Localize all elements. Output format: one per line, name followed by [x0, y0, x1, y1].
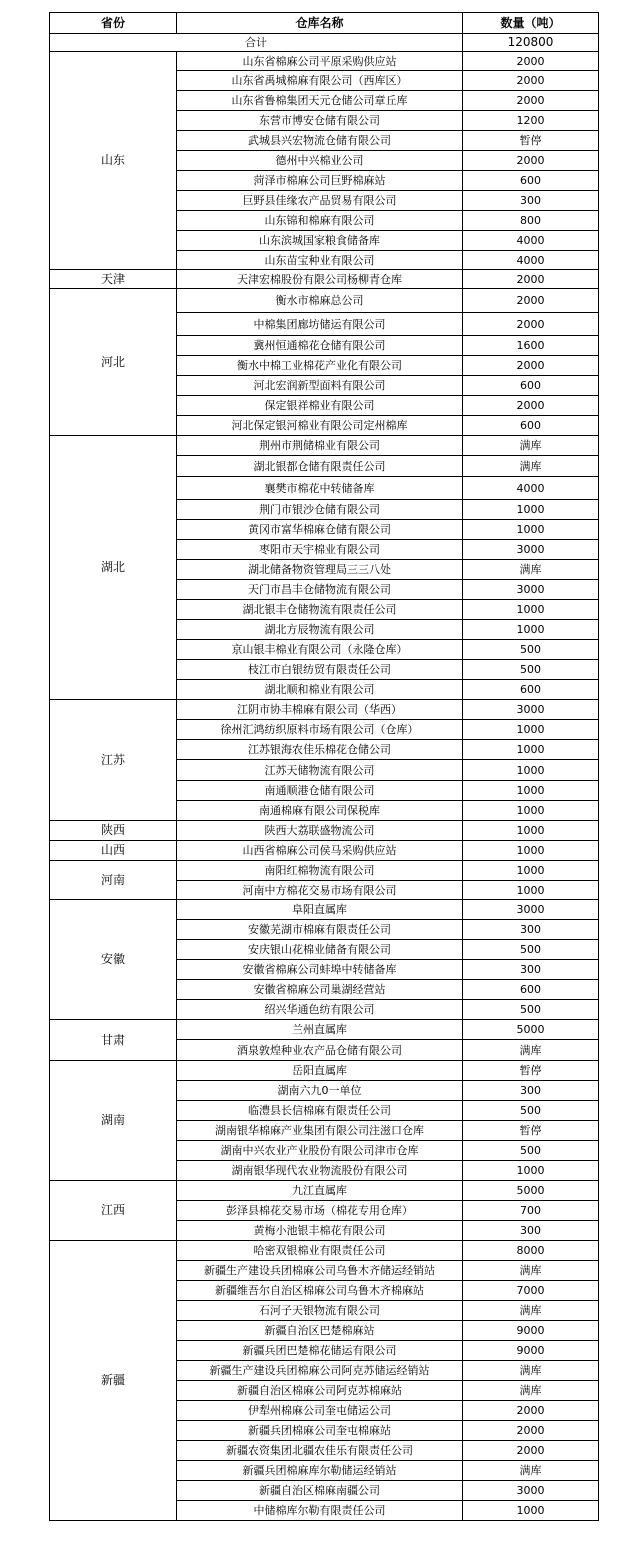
total-row [50, 34, 599, 52]
quantity-cell: 1000 [463, 1161, 599, 1181]
quantity-cell: 600 [463, 980, 599, 1000]
province-cell: 甘肃 [50, 1020, 177, 1061]
warehouse-name-cell: 伊犁州棉麻公司奎屯储运公司 [177, 1401, 463, 1421]
quantity-cell: 1000 [463, 821, 599, 841]
warehouse-name-cell: 湖南银华现代农业物流股份有限公司 [177, 1161, 463, 1181]
quantity-cell: 2000 [463, 270, 599, 289]
province-cell: 江西 [50, 1181, 177, 1241]
warehouse-name-cell: 湖南中兴农业产业股份有限公司津市仓库 [177, 1141, 463, 1161]
warehouse-name-cell: 江阴市协丰棉麻有限公司（华西） [177, 700, 463, 720]
warehouse-name-cell: 山东省鲁棉集团天元仓储公司章丘库 [177, 91, 463, 111]
quantity-cell: 5000 [463, 1181, 599, 1201]
quantity-cell: 500 [463, 1141, 599, 1161]
warehouse-name-cell: 酒泉敦煌种业农产品仓储有限公司 [177, 1040, 463, 1061]
warehouse-name-cell: 德州中兴棉业公司 [177, 151, 463, 171]
quantity-cell: 满库 [463, 456, 599, 477]
warehouse-name-cell: 菏泽市棉麻公司巨野棉麻站 [177, 171, 463, 191]
table-row [50, 1061, 599, 1081]
quantity-cell: 1000 [463, 740, 599, 760]
warehouse-name-cell: 武城县兴宏物流仓储有限公司 [177, 131, 463, 151]
warehouse-name-cell: 湖北银丰仓储物流有限责任公司 [177, 600, 463, 620]
table-row [50, 1241, 599, 1261]
warehouse-name-cell: 湖北储备物资管理局三三八处 [177, 560, 463, 580]
quantity-cell: 9000 [463, 1321, 599, 1341]
warehouse-name-cell: 枝江市白银纺贸有限责任公司 [177, 660, 463, 680]
quantity-cell: 暂停 [463, 1121, 599, 1141]
quantity-cell: 1000 [463, 500, 599, 520]
quantity-cell: 700 [463, 1201, 599, 1221]
quantity-cell: 500 [463, 640, 599, 660]
warehouse-name-cell: 江苏天储物流有限公司 [177, 760, 463, 781]
quantity-cell: 500 [463, 1101, 599, 1121]
quantity-cell: 2000 [463, 289, 599, 313]
header-quantity: 数量（吨） [463, 13, 599, 34]
warehouse-name-cell: 彭泽县棉花交易市场（棉花专用仓库） [177, 1201, 463, 1221]
warehouse-name-cell: 中棉集团廊坊储运有限公司 [177, 313, 463, 336]
warehouse-name-cell: 湖南银华棉麻产业集团有限公司注滋口仓库 [177, 1121, 463, 1141]
warehouse-name-cell: 湖北方辰物流有限公司 [177, 620, 463, 640]
warehouse-name-cell: 新疆维吾尔自治区棉麻公司乌鲁木齐棉麻站 [177, 1281, 463, 1301]
quantity-cell: 8000 [463, 1241, 599, 1261]
quantity-cell: 500 [463, 940, 599, 960]
table-row [50, 289, 599, 313]
quantity-cell: 1000 [463, 720, 599, 740]
warehouse-name-cell: 岳阳直属库 [177, 1061, 463, 1081]
warehouse-name-cell: 陕西大荔联盛物流公司 [177, 821, 463, 841]
quantity-cell: 800 [463, 211, 599, 231]
quantity-cell: 1000 [463, 600, 599, 620]
table-row [50, 1181, 599, 1201]
warehouse-name-cell: 安徽省棉麻公司蚌埠中转储备库 [177, 960, 463, 980]
warehouse-name-cell: 临澧县长信棉麻有限责任公司 [177, 1101, 463, 1121]
warehouse-name-cell: 南阳红棉物流有限公司 [177, 861, 463, 881]
table-row [50, 821, 599, 841]
warehouse-name-cell: 安徽省棉麻公司巢湖经营站 [177, 980, 463, 1000]
warehouse-name-cell: 京山银丰棉业有限公司（永隆仓库） [177, 640, 463, 660]
header-warehouse: 仓库名称 [177, 13, 463, 34]
province-cell: 湖北 [50, 436, 177, 700]
quantity-cell: 2000 [463, 52, 599, 71]
quantity-cell: 7000 [463, 1281, 599, 1301]
warehouse-name-cell: 徐州汇鸿纺织原料市场有限公司（仓库） [177, 720, 463, 740]
quantity-cell: 9000 [463, 1341, 599, 1361]
table-row [50, 52, 599, 71]
quantity-cell: 1000 [463, 861, 599, 881]
warehouse-name-cell: 河南中方棉花交易市场有限公司 [177, 881, 463, 900]
warehouse-name-cell: 山东省棉麻公司平原采购供应站 [177, 52, 463, 71]
warehouse-name-cell: 中储棉库尔勒有限责任公司 [177, 1501, 463, 1521]
quantity-cell: 1000 [463, 781, 599, 801]
warehouse-table-container [49, 12, 598, 1521]
warehouse-name-cell: 荆州市荆储棉业有限公司 [177, 436, 463, 456]
warehouse-name-cell: 襄樊市棉花中转储备库 [177, 477, 463, 500]
quantity-cell: 2000 [463, 356, 599, 376]
quantity-cell: 2000 [463, 71, 599, 91]
warehouse-name-cell: 荆门市银沙仓储有限公司 [177, 500, 463, 520]
province-cell: 陕西 [50, 821, 177, 841]
quantity-cell: 600 [463, 680, 599, 700]
warehouse-name-cell: 天津宏棉股份有限公司杨柳青仓库 [177, 270, 463, 289]
quantity-cell: 3000 [463, 1481, 599, 1501]
warehouse-name-cell: 山东省禹城棉麻有限公司（西库区） [177, 71, 463, 91]
warehouse-name-cell: 阜阳直属库 [177, 900, 463, 920]
warehouse-name-cell: 枣阳市天宇棉业有限公司 [177, 540, 463, 560]
province-cell: 河南 [50, 861, 177, 900]
quantity-cell: 暂停 [463, 131, 599, 151]
warehouse-name-cell: 南通棉麻有限公司保税库 [177, 801, 463, 821]
warehouse-name-cell: 新疆兵团棉麻库尔勒储运经销站 [177, 1461, 463, 1481]
quantity-cell: 2000 [463, 396, 599, 416]
warehouse-name-cell: 安庆银山花棉业储备有限公司 [177, 940, 463, 960]
warehouse-name-cell: 黄梅小池银丰棉花有限公司 [177, 1221, 463, 1241]
quantity-cell: 1000 [463, 520, 599, 540]
warehouse-name-cell: 绍兴华通色纺有限公司 [177, 1000, 463, 1020]
quantity-cell: 满库 [463, 560, 599, 580]
quantity-cell: 1000 [463, 620, 599, 640]
province-cell: 江苏 [50, 700, 177, 821]
quantity-cell: 3000 [463, 700, 599, 720]
quantity-cell: 3000 [463, 540, 599, 560]
quantity-cell: 满库 [463, 1361, 599, 1381]
warehouse-name-cell: 石河子天银物流有限公司 [177, 1301, 463, 1321]
province-cell: 湖南 [50, 1061, 177, 1181]
warehouse-name-cell: 湖南六九0一单位 [177, 1081, 463, 1101]
quantity-cell: 2000 [463, 1421, 599, 1441]
province-cell: 新疆 [50, 1241, 177, 1521]
total-label: 合计 [50, 34, 463, 52]
warehouse-name-cell: 新疆自治区棉麻公司阿克苏棉麻站 [177, 1381, 463, 1401]
warehouse-name-cell: 新疆自治区棉麻南疆公司 [177, 1481, 463, 1501]
warehouse-name-cell: 南通顺港仓储有限公司 [177, 781, 463, 801]
quantity-cell: 满库 [463, 1040, 599, 1061]
quantity-cell: 1000 [463, 801, 599, 821]
quantity-cell: 满库 [463, 436, 599, 456]
warehouse-name-cell: 新疆兵团巴楚棉花储运有限公司 [177, 1341, 463, 1361]
table-row [50, 861, 599, 881]
quantity-cell: 满库 [463, 1461, 599, 1481]
quantity-cell: 600 [463, 376, 599, 396]
table-row [50, 900, 599, 920]
warehouse-name-cell: 保定银祥棉业有限公司 [177, 396, 463, 416]
warehouse-name-cell: 九江直属库 [177, 1181, 463, 1201]
warehouse-name-cell: 湖北银都仓储有限责任公司 [177, 456, 463, 477]
warehouse-name-cell: 新疆生产建设兵团棉麻公司阿克苏储运经销站 [177, 1361, 463, 1381]
warehouse-name-cell: 河北宏润新型面料有限公司 [177, 376, 463, 396]
warehouse-name-cell: 山西省棉麻公司侯马采购供应站 [177, 841, 463, 861]
quantity-cell: 500 [463, 660, 599, 680]
header-province: 省份 [50, 13, 177, 34]
quantity-cell: 1000 [463, 1501, 599, 1521]
table-row [50, 1020, 599, 1040]
warehouse-name-cell: 哈密双银棉业有限责任公司 [177, 1241, 463, 1261]
table-row [50, 270, 599, 289]
warehouse-name-cell: 湖北顺和棉业有限公司 [177, 680, 463, 700]
quantity-cell: 300 [463, 920, 599, 940]
quantity-cell: 暂停 [463, 1061, 599, 1081]
warehouse-name-cell: 山东滨城国家粮食储备库 [177, 231, 463, 251]
quantity-cell: 1200 [463, 111, 599, 131]
province-cell: 天津 [50, 270, 177, 289]
quantity-cell: 2000 [463, 91, 599, 111]
warehouse-name-cell: 新疆农资集团北疆农佳乐有限责任公司 [177, 1441, 463, 1461]
quantity-cell: 1000 [463, 841, 599, 861]
table-row [50, 841, 599, 861]
province-cell: 安徽 [50, 900, 177, 1020]
warehouse-table [49, 12, 599, 1521]
quantity-cell: 300 [463, 960, 599, 980]
warehouse-name-cell: 山东锦和棉麻有限公司 [177, 211, 463, 231]
quantity-cell: 2000 [463, 313, 599, 336]
quantity-cell: 1600 [463, 336, 599, 356]
quantity-cell: 500 [463, 1000, 599, 1020]
quantity-cell: 5000 [463, 1020, 599, 1040]
quantity-cell: 2000 [463, 151, 599, 171]
quantity-cell: 300 [463, 191, 599, 211]
quantity-cell: 2000 [463, 1401, 599, 1421]
warehouse-name-cell: 新疆自治区巴楚棉麻站 [177, 1321, 463, 1341]
warehouse-name-cell: 衡水中棉工业棉花产业化有限公司 [177, 356, 463, 376]
quantity-cell: 300 [463, 1081, 599, 1101]
table-row [50, 436, 599, 456]
warehouse-name-cell: 东营市博安仓储有限公司 [177, 111, 463, 131]
warehouse-name-cell: 河北保定银河棉业有限公司定州棉库 [177, 416, 463, 436]
quantity-cell: 满库 [463, 1381, 599, 1401]
warehouse-name-cell: 冀州恒通棉花仓储有限公司 [177, 336, 463, 356]
quantity-cell: 2000 [463, 1441, 599, 1461]
table-body [50, 52, 599, 1521]
quantity-cell: 600 [463, 171, 599, 191]
quantity-cell: 1000 [463, 881, 599, 900]
quantity-cell: 300 [463, 1221, 599, 1241]
quantity-cell: 4000 [463, 477, 599, 500]
province-cell: 山东 [50, 52, 177, 270]
warehouse-name-cell: 新疆兵团棉麻公司奎屯棉麻站 [177, 1421, 463, 1441]
quantity-cell: 1000 [463, 760, 599, 781]
quantity-cell: 3000 [463, 900, 599, 920]
warehouse-name-cell: 黄冈市富华棉麻仓储有限公司 [177, 520, 463, 540]
warehouse-name-cell: 新疆生产建设兵团棉麻公司乌鲁木齐储运经销站 [177, 1261, 463, 1281]
warehouse-name-cell: 兰州直属库 [177, 1020, 463, 1040]
quantity-cell: 4000 [463, 231, 599, 251]
quantity-cell: 600 [463, 416, 599, 436]
province-cell: 山西 [50, 841, 177, 861]
warehouse-name-cell: 江苏银海农佳乐棉花仓储公司 [177, 740, 463, 760]
warehouse-name-cell: 山东苗宝种业有限公司 [177, 251, 463, 270]
quantity-cell: 4000 [463, 251, 599, 270]
total-value: 120800 [463, 34, 599, 52]
table-row [50, 700, 599, 720]
quantity-cell: 满库 [463, 1261, 599, 1281]
header-row [50, 13, 599, 34]
warehouse-name-cell: 安徽芜湖市棉麻有限责任公司 [177, 920, 463, 940]
warehouse-name-cell: 天门市昌丰仓储物流有限公司 [177, 580, 463, 600]
province-cell: 河北 [50, 289, 177, 436]
quantity-cell: 满库 [463, 1301, 599, 1321]
warehouse-name-cell: 巨野县佳缘农产品贸易有限公司 [177, 191, 463, 211]
quantity-cell: 3000 [463, 580, 599, 600]
warehouse-name-cell: 衡水市棉麻总公司 [177, 289, 463, 313]
